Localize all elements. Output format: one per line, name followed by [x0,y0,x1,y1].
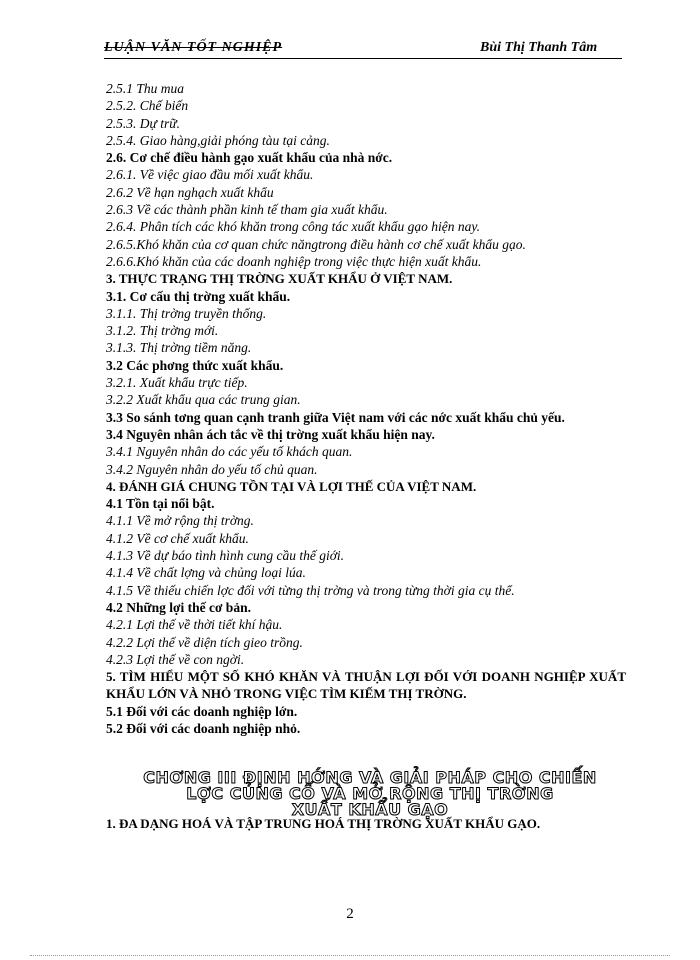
toc-entry: 3.4 Nguyên nhân ách tắc về thị trờng xuất khẩu hiện nay. [106,426,435,442]
toc-entry: 3.1.1. Thị trờng truyền thống. [106,305,267,321]
table-of-contents [106,80,626,737]
toc-entry: 5. TÌM HIỂU MỘT SỐ KHÓ KHĂN VÀ THUẬN LỢI ĐỐI VỚI DOANH NGHIỆP XUẤT KHẨU LỚN VÀ NHỎ TRONG VIỆC TÌM KIẾM THỊ TRỜNG. [106,669,626,702]
toc-entry: 4.2.2 Lợi thế về diện tích gieo trồng. [106,634,303,650]
toc-entry: 4.1.5 Về thiếu chiến lợc đối với từng thị trờng và trong từng thời gia cụ thể. [106,582,515,598]
chapter-heading-line-3: XUẤT KHẨU GẠO [291,800,449,819]
toc-entry: 4.1.4 Về chất lợng và chủng loại lúa. [106,565,306,581]
toc-entry: 2.5.1 Thu mua [106,81,185,96]
toc-entry: 2.5.3. Dự trữ. [106,115,180,131]
toc-entry: 2.6.6.Khó khăn của các doanh nghiệp trong việc thực hiện xuất khẩu. [106,253,482,269]
toc-entry: 3. THỰC TRẠNG THỊ TRỜNG XUẤT KHẨU Ở VIỆT NAM. [106,271,453,287]
toc-entry: 2.6.1. Về việc giao đầu mối xuất khẩu. [106,167,314,183]
page-bottom-divider [30,955,670,956]
toc-entry: 4.1.2 Về cơ chế xuất khẩu. [106,530,249,546]
toc-entry: 4.1.1 Về mở rộng thị trờng. [106,513,254,529]
toc-entry: 2.6.2 Về hạn nghạch xuất khẩu [106,184,274,200]
header-thesis-title: LUẬN VĂN TỐT NGHIỆP [104,40,283,55]
header-author-name: Bùi Thị Thanh Tâm [480,40,598,55]
chapter-heading [120,770,620,818]
toc-entry: 4.1 Tồn tại nổi bật. [106,496,215,512]
toc-entry: 2.5.2. Chế biến [106,98,189,114]
toc-entry: 3.3 So sánh tơng quan cạnh tranh giữa Việt nam với các nớc xuất khẩu chủ yếu. [106,409,565,425]
toc-entry: 3.1.3. Thị trờng tiềm năng. [106,340,252,356]
toc-entry: 2.6.3 Về các thành phần kinh tế tham gia xuất khẩu. [106,202,388,218]
toc-entry: 2.6. Cơ chế điều hành gạo xuất khẩu của nhà nớc. [106,150,393,166]
toc-entry: 4.2 Những lợi thế cơ bản. [106,599,251,615]
toc-entry: 3.2 Các phơng thức xuất khẩu. [106,357,284,373]
toc-entry: 3.2.1. Xuất khẩu trực tiếp. [106,375,248,391]
toc-entry: 3.4.1 Nguyên nhân do các yếu tố khách quan. [106,444,353,460]
toc-entry: 3.2.2 Xuất khẩu qua các trung gian. [106,392,301,408]
toc-entry: 2.5.4. Giao hàng,giải phóng tàu tại cảng. [106,132,330,148]
toc-entry: 3.4.2 Nguyên nhân do yếu tố chủ quan. [106,461,318,477]
toc-entry: 5.1 Đối với các doanh nghiệp lớn. [106,703,298,719]
header-divider [104,58,622,59]
toc-entry: 5.2 Đối với các doanh nghiệp nhỏ. [106,720,301,736]
section-heading-1: 1. ĐA DẠNG HOÁ VÀ TẬP TRUNG HOÁ THỊ TRỜNG XUẤT KHẨU GẠO. [106,816,541,831]
chapter-heading-line-1: CHƠNG III ĐỊNH HỚNG VÀ GIẢI PHÁP CHO CHIẾN [143,768,597,787]
chapter-heading-line-2: LỢC CỦNG CỐ VÀ MỞ RỘNG THỊ TRỜNG [186,784,554,803]
toc-entry: 2.6.5.Khó khăn của cơ quan chức năngtrong điều hành cơ chế xuất khẩu gạo. [106,236,526,252]
toc-entry: 2.6.4. Phân tích các khó khăn trong công tác xuất khẩu gạo hiện nay. [106,219,481,235]
toc-entry: 4.1.3 Về dự báo tình hình cung cầu thế giới. [106,548,345,564]
toc-entry: 3.1. Cơ cấu thị trờng xuất khẩu. [106,288,291,304]
toc-entry: 3.1.2. Thị trờng mới. [106,323,219,339]
toc-entry: 4. ĐÁNH GIÁ CHUNG TỒN TẠI VÀ LỢI THẾ CỦA VIỆT NAM. [106,478,477,494]
toc-entry: 4.2.1 Lợi thế về thời tiết khí hậu. [106,617,283,633]
page-number: 2 [346,906,354,922]
toc-entry: 4.2.3 Lợi thế về con ngời. [106,651,245,667]
